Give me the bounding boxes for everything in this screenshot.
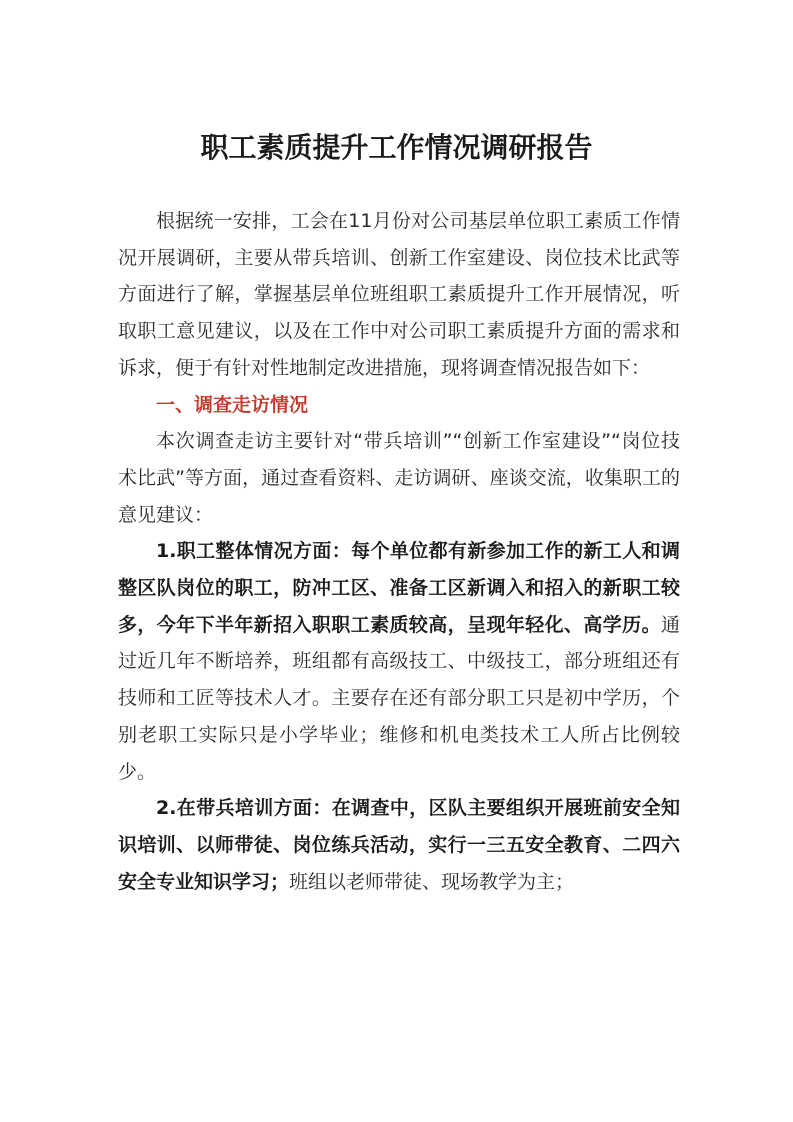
item-2-paragraph bbox=[118, 790, 680, 900]
document-body bbox=[118, 203, 680, 900]
item-1-bold-text: 1.职工整体情况方面：每个单位都有新参加工作的新工人和调整区队岗位的职工，防冲工区、准备工区新调入和招入的新职工较多，今年下半年新招入职职工素质较高，呈现年轻化、高学历。 bbox=[118, 540, 680, 636]
section-heading: 一、调查走访情况 bbox=[156, 393, 309, 416]
intro-paragraph: 根据统一安排，工会在11月份对公司基层单位职工素质工作情况开展调研，主要从带兵培训、创新工作室建设、岗位技术比武等方面进行了解，掌握基层单位班组职工素质提升工作开展情况，听取职工意见建议，以及在工作中对公司职工素质提升方面的需求和诉求，便于有针对性地制定改进措施，现将调查情况报告如下： bbox=[118, 210, 680, 379]
section-intro-paragraph: 本次调查走访主要针对“带兵培训”“创新工作室建设”“岗位技术比武”等方面，通过查看资料、走访调研、座谈交流，收集职工的意见建议： bbox=[118, 430, 680, 526]
item-2-bold-text: 2.在带兵培训方面：在调查中，区队主要组织开展班前安全知识培训、以师带徒、岗位练兵活动，实行一三五安全教育、二四六安全专业知识学习； bbox=[118, 797, 680, 893]
document-title: 职工素质提升工作情况调研报告 bbox=[200, 131, 593, 164]
item-2-regular-text: 班组以老师带徒、现场教学为主； bbox=[289, 870, 575, 893]
item-1-paragraph bbox=[118, 533, 680, 790]
item-1-regular-text: 通过近几年不断培养，班组都有高级技工、中级技工，部分班组还有技师和工匠等技术人才。主要存在还有部分职工只是初中学历，个别老职工实际只是小学毕业；维修和机电类技术工人所占比例较少。 bbox=[118, 613, 680, 783]
